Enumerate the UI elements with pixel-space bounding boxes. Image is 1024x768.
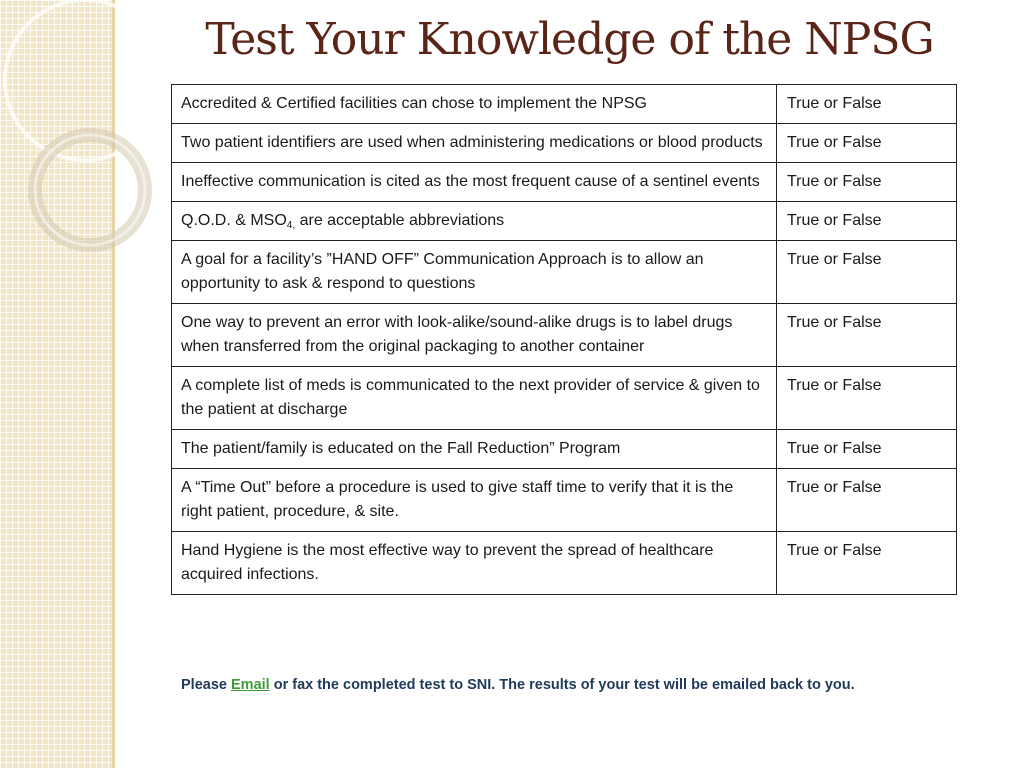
statement-cell: A “Time Out” before a procedure is used to give staff time to verify that it is the right patient, procedure, & site.	[172, 469, 777, 532]
table-row	[172, 124, 957, 163]
statement-cell: A complete list of meds is communicated to the next provider of service & given to the patient at discharge	[172, 367, 777, 430]
quiz-table	[171, 84, 957, 595]
table-row	[172, 241, 957, 304]
statement-subscript: 4,	[286, 220, 296, 231]
statement-cell: Ineffective communication is cited as the most frequent cause of a sentinel events	[172, 163, 777, 202]
statement-cell: One way to prevent an error with look-alike/sound-alike drugs is to label drugs when transferred from the original packaging to another container	[172, 304, 777, 367]
footer-instructions	[181, 677, 855, 693]
table-row	[172, 367, 957, 430]
statement-text-suffix: are acceptable abbreviations	[295, 212, 505, 229]
footer-prefix: Please	[181, 677, 231, 693]
statement-cell: Two patient identifiers are used when administering medications or blood products	[172, 124, 777, 163]
footer-suffix: or fax the completed test to SNI. The results of your test will be emailed back to you.	[269, 677, 855, 693]
statement-cell: The patient/family is educated on the Fall Reduction” Program	[172, 430, 777, 469]
answer-cell: True or False	[777, 469, 957, 532]
table-row	[172, 85, 957, 124]
statement-cell: Hand Hygiene is the most effective way to prevent the spread of healthcare acquired infections.	[172, 532, 777, 595]
answer-cell: True or False	[777, 85, 957, 124]
answer-cell: True or False	[777, 124, 957, 163]
answer-cell: True or False	[777, 367, 957, 430]
answer-cell: True or False	[777, 163, 957, 202]
statement-cell: A goal for a facility’s ”HAND OFF” Communication Approach is to allow an opportunity to ask & respond to questions	[172, 241, 777, 304]
answer-cell: True or False	[777, 430, 957, 469]
statement-text-prefix: Q.O.D. & MSO	[181, 212, 287, 229]
answer-cell: True or False	[777, 241, 957, 304]
statement-cell	[172, 202, 777, 241]
table-row	[172, 430, 957, 469]
table-row	[172, 163, 957, 202]
table-row	[172, 532, 957, 595]
table-row	[172, 202, 957, 241]
email-link[interactable]: Email	[231, 677, 270, 693]
answer-cell: True or False	[777, 532, 957, 595]
statement-cell: Accredited & Certified facilities can chose to implement the NPSG	[172, 85, 777, 124]
table-row	[172, 469, 957, 532]
table-row	[172, 304, 957, 367]
answer-cell: True or False	[777, 202, 957, 241]
page-title: Test Your Knowledge of the NPSG	[205, 14, 934, 65]
answer-cell: True or False	[777, 304, 957, 367]
